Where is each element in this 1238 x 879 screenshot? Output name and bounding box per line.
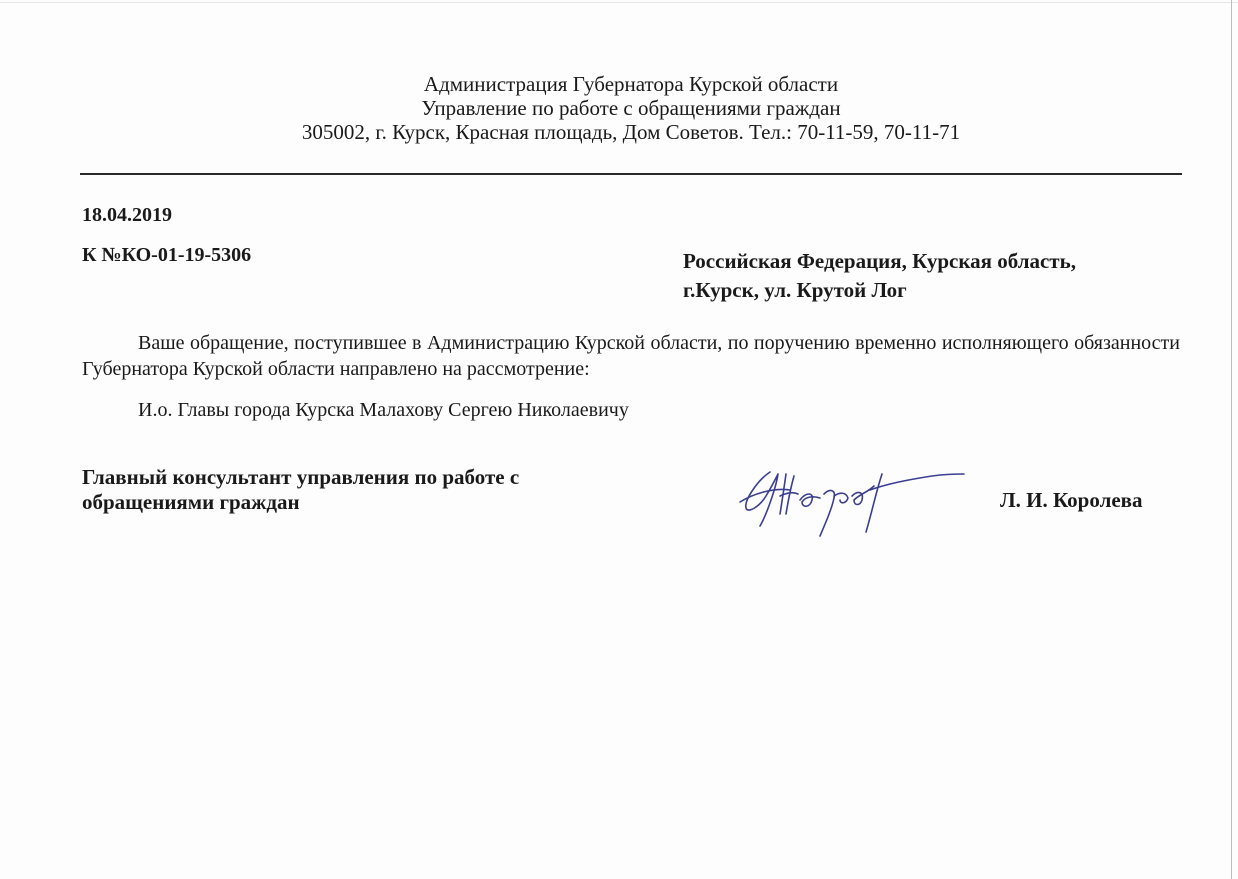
letter-date: 18.04.2019 (82, 204, 172, 226)
scan-edge-top (0, 2, 1238, 3)
letterhead (0, 72, 1238, 144)
letterhead-department: Управление по работе с обращениями граждан (421, 96, 841, 120)
signer-name: Л. И. Королева (1000, 488, 1143, 512)
forwarded-recipient: И.о. Главы города Курска Малахову Сергею Николаевичу (138, 399, 629, 421)
letterhead-address: 305002, г. Курск, Красная площадь, Дом Советов. Тел.: 70-11-59, 70-11-71 (301, 120, 961, 144)
body-paragraph: Ваше обращение, поступившее в Администрацию Курской области, по поручению временно исполняющего обязанности Губернатора Курской области направлено на рассмотрение: (82, 332, 1180, 380)
letter-body (82, 330, 1180, 382)
letter-reference-number: К №КО-01-19-5306 (82, 244, 252, 266)
addressee-line-1: Российская Федерация, Курская область, (683, 249, 1076, 273)
letterhead-organization: Администрация Губернатора Курской области (423, 72, 839, 96)
addressee-line-2: г.Курск, ул. Крутой Лог (683, 278, 907, 302)
signer-title-line-2: обращениями граждан (82, 490, 300, 514)
letterhead-divider (80, 173, 1182, 175)
addressee-block (683, 247, 1076, 305)
signer-title-line-1: Главный консультант управления по работе с (82, 465, 520, 489)
handwritten-signature (736, 462, 966, 542)
signer-title (82, 465, 519, 515)
